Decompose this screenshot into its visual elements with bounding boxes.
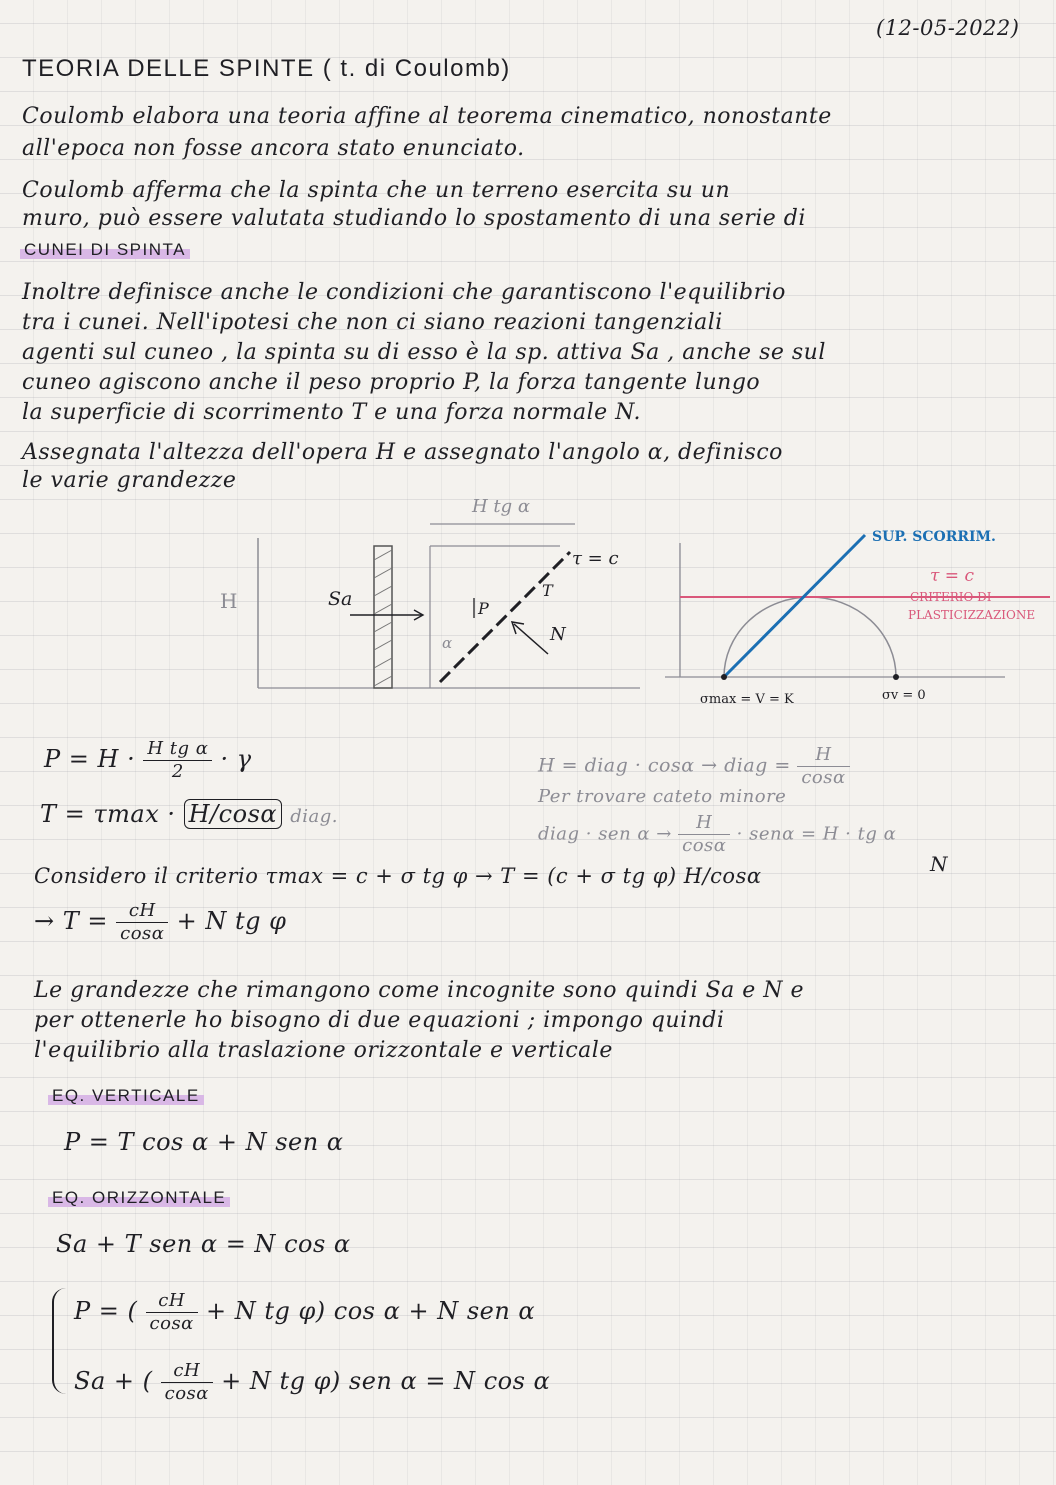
n-label: N	[550, 624, 566, 645]
p-formula	[44, 738, 252, 783]
t2-fraction-den: cosα	[120, 923, 165, 944]
paragraph-2-line-2: muro, può essere valutata studiando lo spostamento di una serie di	[22, 206, 806, 231]
side-note-3-text-a: diag · sen α →	[538, 823, 672, 845]
criterio-line-2: PLASTICIZZAZIONE	[908, 608, 1036, 622]
page-title: TEORIA DELLE SPINTE ( t. di Coulomb)	[22, 55, 511, 82]
paragraph-3-line-3: agenti sul cuneo , la spinta su di esso è la sp. attiva Sa , anche se sul	[22, 340, 826, 365]
sigma-max-label: σmax = V = K	[700, 692, 794, 707]
system-eq-2-fraction	[161, 1360, 213, 1405]
paragraph-3-line-1: Inoltre definisce anche le condizioni che garantiscono l'equilibrio	[22, 280, 786, 305]
paragraph-5-line-1: Le grandezze che rimangono come incognite sono quindi Sa e N e	[34, 978, 805, 1003]
t2-fraction	[116, 900, 168, 945]
wedge-diagram	[210, 490, 650, 700]
slip-line	[724, 535, 865, 677]
paragraph-1-line-2: all'epoca non fosse ancora stato enunciato.	[22, 136, 525, 161]
p-fraction-num: H tg α	[143, 738, 212, 761]
paragraph-3-line-5: la superficie di scorrimento T e una forza normale N.	[22, 400, 641, 425]
p-fraction-den: 2	[171, 761, 184, 782]
side-note-1-text: H = diag · cosα → diag =	[538, 754, 791, 777]
system-eq-1-den: cosα	[149, 1313, 194, 1334]
page-date: (12-05-2022)	[876, 16, 1020, 40]
sigma-v-label: σv = 0	[882, 688, 926, 703]
paragraph-4-line-2: le varie grandezze	[22, 468, 237, 493]
p-formula-lhs: P = H ·	[44, 745, 136, 773]
horizontal-eq-heading: EQ. ORIZZONTALE	[48, 1188, 230, 1208]
system-eq-2-den: cosα	[164, 1383, 209, 1404]
side-note-3-num: H	[678, 812, 730, 835]
criterion-line: Considero il criterio τmax = c + σ tg φ → T = (c + σ tg φ) H/cosα	[34, 864, 762, 888]
alpha-label: α	[442, 634, 453, 652]
system-eq-2-b: + N tg φ) sen α = N cos α	[221, 1367, 551, 1395]
vertical-eq: P = T cos α + N sen α	[64, 1128, 344, 1156]
system-eq-2-num: cH	[161, 1360, 213, 1383]
system-eq-1-fraction	[146, 1290, 198, 1335]
tau-c-label: τ = c	[572, 548, 619, 569]
paragraph-2-line-1: Coulomb afferma che la spinta che un terreno esercita su un	[22, 178, 731, 203]
side-note-1-num: H	[797, 744, 849, 767]
system-eq-1-num: cH	[146, 1290, 198, 1313]
t-label: T	[542, 581, 553, 600]
system-eq-2-a: Sa + (	[74, 1367, 153, 1395]
side-note-3-den: cosα	[682, 835, 727, 856]
p-fraction	[143, 738, 212, 783]
t2-fraction-num: cH	[116, 900, 168, 923]
vertical-eq-heading: EQ. VERTICALE	[48, 1086, 204, 1106]
paragraph-1-line-1: Coulomb elabora una teoria affine al teorema cinematico, nonostante	[22, 104, 832, 129]
t2-formula-lhs: → T =	[34, 907, 108, 935]
side-note-3-text-b: · senα = H · tg α	[736, 823, 897, 845]
h-label: H	[220, 589, 238, 613]
system-eq-1-a: P = (	[74, 1297, 138, 1325]
paragraph-5-line-2: per ottenerle ho bisogno di due equazioni ; impongo quindi	[34, 1008, 725, 1033]
mohr-circle	[724, 597, 896, 677]
paragraph-4-line-1: Assegnata l'altezza dell'opera H e assegnato l'angolo α, definisco	[22, 440, 783, 465]
htga-label: H tg α	[472, 496, 531, 517]
n-arrow	[514, 624, 548, 654]
side-note-line-3	[538, 812, 896, 857]
t-formula-box: H/cosα	[184, 799, 282, 829]
slip-surface	[440, 552, 570, 682]
t-formula-lhs: T = τmax ·	[40, 800, 176, 828]
t-formula	[40, 800, 338, 828]
criterio-line-1: CRITERIO DI	[910, 590, 992, 604]
system-eq-1	[74, 1290, 535, 1335]
t2-formula-rhs: + N tg φ	[176, 907, 287, 935]
paragraph-5-line-3: l'equilibrio alla traslazione orizzontale e verticale	[34, 1038, 613, 1063]
side-note-line-2: Per trovare cateto minore	[538, 786, 787, 807]
mohr-diagram	[660, 525, 1055, 710]
t-formula-note: diag.	[290, 806, 338, 827]
horizontal-eq: Sa + T sen α = N cos α	[56, 1230, 351, 1258]
cunei-heading: CUNEI DI SPINTA	[20, 240, 190, 260]
paragraph-3-line-2: tra i cunei. Nell'ipotesi che non ci siano reazioni tangenziali	[22, 310, 723, 335]
side-note-line-1	[538, 744, 850, 789]
p-formula-rhs: · γ	[220, 745, 252, 773]
paragraph-3-line-4: cuneo agiscono anche il peso proprio P, la forza tangente lungo	[22, 370, 761, 395]
t2-formula	[34, 900, 286, 945]
side-note-1-fraction	[797, 744, 849, 789]
side-note-1-den: cosα	[801, 767, 846, 788]
system-brace	[52, 1288, 72, 1394]
wall-hatch	[374, 550, 392, 686]
side-note-3-fraction	[678, 812, 730, 857]
sa-label: Sa	[328, 588, 353, 610]
system-eq-1-b: + N tg φ) cos α + N sen α	[205, 1297, 536, 1325]
system-eq-2	[74, 1360, 550, 1405]
p-label: P	[478, 599, 489, 618]
sup-scorrim-label: SUP. SCORRIM.	[872, 529, 996, 545]
tau-c-red-label: τ = c	[930, 566, 974, 586]
criterion-n-note: N	[930, 852, 948, 876]
